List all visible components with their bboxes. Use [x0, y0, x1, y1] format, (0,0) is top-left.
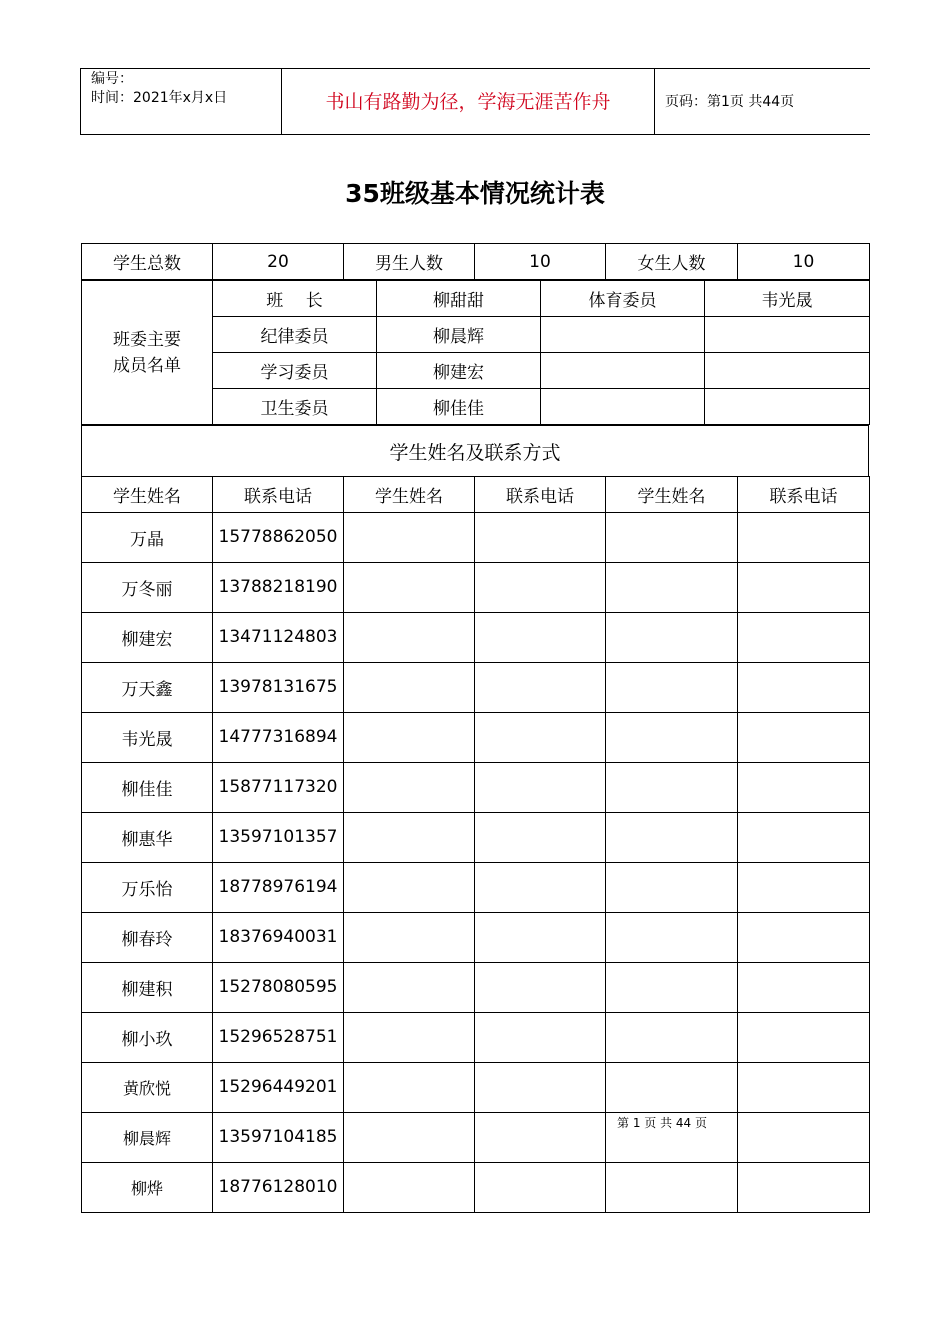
student-name: 万乐怡 [82, 863, 213, 913]
student-name: 黄欣悦 [82, 1063, 213, 1113]
empty-cell [705, 317, 870, 353]
column-header: 联系电话 [213, 477, 344, 513]
student-phone: 13597104185 [213, 1113, 344, 1163]
table-row [82, 613, 870, 663]
contacts-header-row [82, 477, 870, 513]
contacts-section [81, 425, 869, 477]
header-meta [81, 69, 282, 134]
empty-cell [541, 353, 705, 389]
committee-name: 柳甜甜 [377, 281, 541, 317]
student-phone: 15296528751 [213, 1013, 344, 1063]
male-value: 10 [475, 244, 606, 280]
table-row [82, 813, 870, 863]
column-header: 联系电话 [475, 477, 606, 513]
table-row [82, 913, 870, 963]
empty-cell [541, 389, 705, 425]
student-name: 柳小玖 [82, 1013, 213, 1063]
student-name: 柳晨辉 [82, 1113, 213, 1163]
column-header: 学生姓名 [82, 477, 213, 513]
student-phone: 14777316894 [213, 713, 344, 763]
page-title: 35班级基本情况统计表 [345, 179, 605, 208]
student-phone: 18776128010 [213, 1163, 344, 1213]
student-name: 万晶 [82, 513, 213, 563]
committee-name: 韦光晟 [705, 281, 870, 317]
header-motto: 书山有路勤为径，学海无涯苦作舟 [282, 69, 655, 134]
empty-cell [705, 389, 870, 425]
student-phone: 15278080595 [213, 963, 344, 1013]
page-footer: 第 1 页 共 44 页 [617, 1116, 707, 1130]
date-label: 时间：2021年x月x日 [91, 90, 228, 106]
student-name: 柳烨 [82, 1163, 213, 1213]
table-row [82, 763, 870, 813]
student-name: 柳春玲 [82, 913, 213, 963]
student-name: 柳佳佳 [82, 763, 213, 813]
contacts-section-title: 学生姓名及联系方式 [82, 426, 869, 477]
student-name: 韦光晟 [82, 713, 213, 763]
table-row [82, 963, 870, 1013]
committee-label-text: 班委主要成员名单 [113, 329, 181, 376]
student-name: 万天鑫 [82, 663, 213, 713]
table-row [82, 1163, 870, 1213]
committee-label [82, 281, 213, 425]
table-row [82, 1113, 870, 1163]
committee-role: 卫生委员 [213, 389, 377, 425]
column-header: 学生姓名 [344, 477, 475, 513]
student-phone: 13597101357 [213, 813, 344, 863]
empty-cell [541, 317, 705, 353]
total-label: 学生总数 [82, 244, 213, 280]
code-label: 编号： [91, 71, 133, 87]
table-row [82, 513, 870, 563]
committee-role: 纪律委员 [213, 317, 377, 353]
student-phone: 13978131675 [213, 663, 344, 713]
committee-name: 柳佳佳 [377, 389, 541, 425]
table-row [82, 713, 870, 763]
student-name: 柳建宏 [82, 613, 213, 663]
female-label: 女生人数 [606, 244, 738, 280]
student-name: 柳惠华 [82, 813, 213, 863]
committee-role: 体育委员 [541, 281, 705, 317]
column-header: 联系电话 [738, 477, 870, 513]
header-page-info: 页码：第1页 共44页 [665, 94, 795, 110]
student-phone: 18778976194 [213, 863, 344, 913]
student-phone: 15296449201 [213, 1063, 344, 1113]
table-row [82, 1063, 870, 1113]
table-row [82, 863, 870, 913]
total-value: 20 [213, 244, 344, 280]
student-phone: 15778862050 [213, 513, 344, 563]
student-phone: 13788218190 [213, 563, 344, 613]
committee-table [81, 280, 870, 425]
empty-cell [705, 353, 870, 389]
committee-name: 柳晨辉 [377, 317, 541, 353]
table-row [82, 663, 870, 713]
student-phone: 15877117320 [213, 763, 344, 813]
female-value: 10 [738, 244, 870, 280]
contacts-table [81, 476, 870, 1213]
committee-name: 柳建宏 [377, 353, 541, 389]
summary-table [81, 243, 870, 280]
student-phone: 13471124803 [213, 613, 344, 663]
student-name: 万冬丽 [82, 563, 213, 613]
male-label: 男生人数 [344, 244, 475, 280]
committee-role: 班 长 [213, 281, 377, 317]
student-phone: 18376940031 [213, 913, 344, 963]
page-header [80, 68, 870, 135]
table-row [82, 563, 870, 613]
column-header: 学生姓名 [606, 477, 738, 513]
student-name: 柳建积 [82, 963, 213, 1013]
committee-role: 学习委员 [213, 353, 377, 389]
table-row [82, 1013, 870, 1063]
